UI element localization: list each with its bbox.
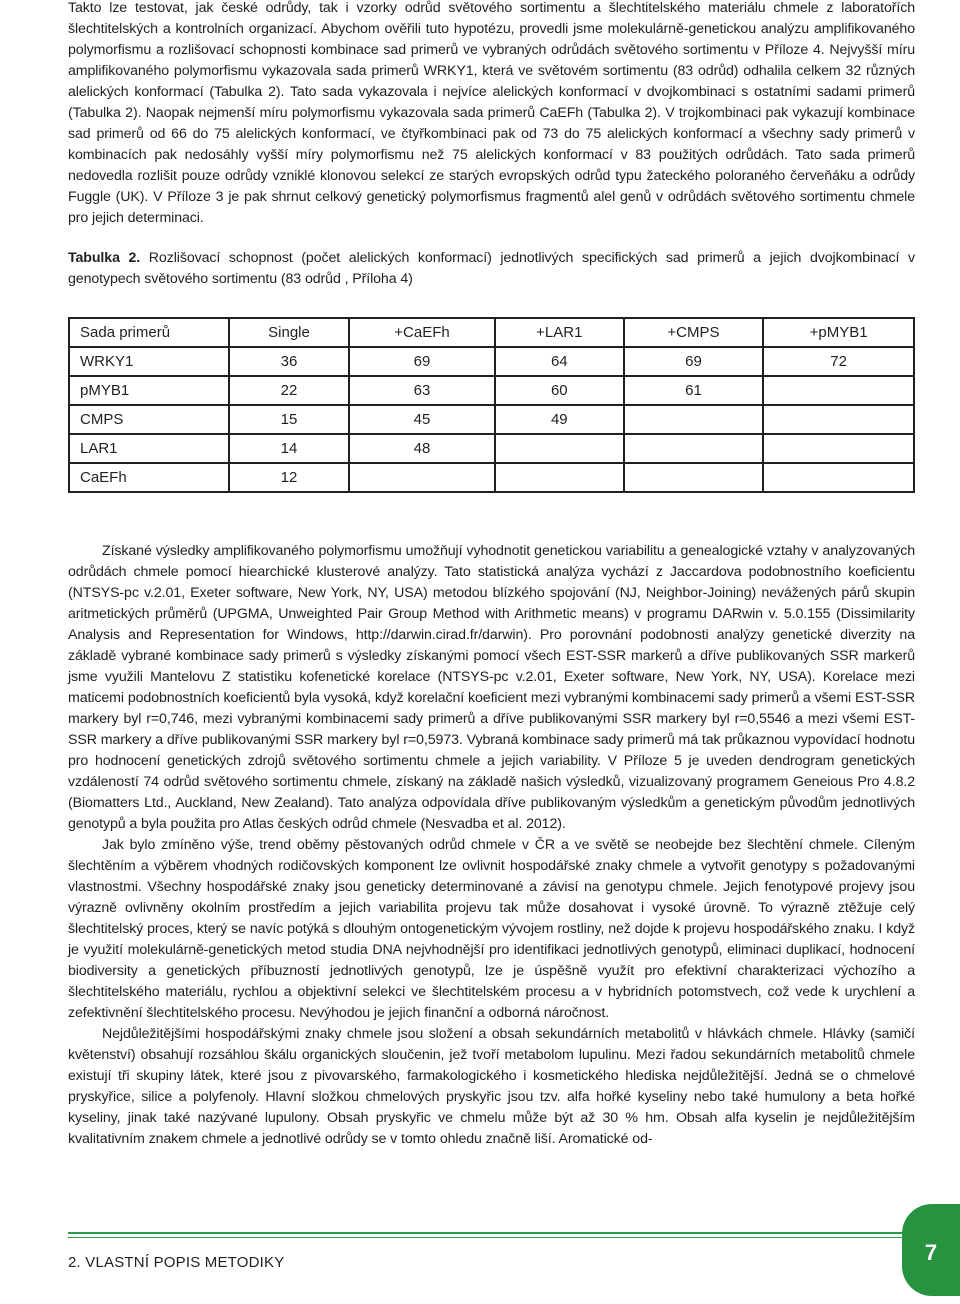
table-caption-label: Tabulka 2. [68,250,141,266]
table-cell [763,434,914,463]
table-header-cell: +CMPS [624,318,764,347]
table-row [69,405,914,434]
page-number: 7 [924,1240,938,1265]
table-cell [763,405,914,434]
body-paragraph: Jak bylo zmíněno výše, trend oběmy pěstovaných odrůd chmele v ČR a ve světě se neobejde bez šlechtění chmele. Cíleným šlechtěním a výběrem vhodných rodičovských komponent lze ovlivnit hospodářské znaky chmele a vytvořit genotypy s požadovanými vlastnostmi. Všechny hospodářské znaky jsou geneticky determinované a závisí na genotypu chmele. Jejich fenotypové projevy jsou výrazně ovlivněny okolním prostředím a jejich variabilita projevu tak může dosahovat i vysoké úrovně. To výrazně ztěžuje celý šlechtitelský proces, který se navíc potýká s dlouhým ontogenetickým vývojem rostliny, než dojde k projevu hospodářského znaku. I když je využití molekulárně-genetických metod studia DNA nejvhodnější pro identifikaci jednotlivých genotypů, eliminaci duplikací, hodnocení biodiversity a genetických příbuzností jednotlivých genotypů, lze je úspěšně využít pro efektivní charakterizaci výchozího a šlechtitelského materiálu, rychlou a objektivní selekci ve šlechtitelském procesu a v hybridních potomstvech, což vede k urychlení a zefektivnění šlechtitelského procesu. Nevýhodou je jejich finanční a odborná náročnost. [68,837,915,1021]
footer-divider [68,1232,923,1234]
table-row [69,463,914,492]
table-cell [495,434,624,463]
footer-divider-thin [68,1237,923,1238]
table-row [69,434,914,463]
table-cell: 15 [229,405,349,434]
table-cell: 60 [495,376,624,405]
body-paragraph: Získané výsledky amplifikovaného polymorfismu umožňují vyhodnotit genetickou variabilitu a genealogické vztahy v analyzovaných odrůdách chmele pomocí hiearchické klusterové analýzy. Tato statistická analýza vychází z Jaccardova podobnostního koeficientu (NTSYS-pc v.2.01, Exeter software, New York, NY, USA) metodou blízkého spojování (NJ, Neighbor-Joining) nevážených párů skupin aritmetických průměrů (UPGMA, Unweighted Pair Group Method with Arithmetic means) v programu DARwin v. 5.0.155 (Dissimilarity Analysis and Representation for Windows, http://darwin.cirad.fr/darwin). Pro porovnání podobnosti analýzy genetické diverzity na základě vybrané kombinace sady primerů s výsledky získanými pomocí všech EST-SSR markerů a dříve publikovaných SSR markerů jsme využili Mantelovu Z statistiku kofenetické korelace (NTSYS-pc v.2.01, Exeter software, New York, NY, USA). Korelace mezi maticemi podobnostních koeficientů byla vysoká, když korelační koeficient mezi vybranými kombinacemi sady primerů a všemi EST-SSR markery byl r=0,746, mezi vybranými kombinacemi sady primerů a dříve publikovanými SSR markery byl r=0,5546 a mezi všemi EST-SSR markery a dříve publikovanými SSR markery byl r=0,5973. Vybraná kombinace sady primerů má tak průkaznou vypovídací hodnotu pro hodnocení genetických zdrojů světového sortimentu chmele a jejich variability. V Příloze 5 je uveden dendrogram genetických vzdáleností 74 odrůd světového sortimentu chmele, získaný na základě našich výsledků, vizualizovaný programem Geneious Pro 4.8.2 (Biomatters Ltd., Auckland, New Zealand). Tato analýza odpovídala dříve publikovaným výsledkům a genetickým původům jednotlivých genotypů a byla použita pro Atlas českých odrůd chmele (Nesvadba et al. 2012). [68,543,915,832]
table-header-cell: +LAR1 [495,318,624,347]
table-row [69,347,914,376]
table-cell: 22 [229,376,349,405]
table-cell [763,376,914,405]
table-cell: pMYB1 [69,376,229,405]
table-cell: LAR1 [69,434,229,463]
table-row [69,376,914,405]
table-cell: WRKY1 [69,347,229,376]
table-cell [495,463,624,492]
table-cell [624,405,764,434]
table-caption [68,248,915,290]
table-caption-text: Rozlišovací schopnost (počet alelických konformací) jednotlivých specifických sad primerů a jejich dvojkombinací v genotypech světového sortimentu (83 odrůd , Příloha 4) [68,250,915,287]
table-cell: 36 [229,347,349,376]
table-header-cell: +CaEFh [349,318,495,347]
table-header-cell: Sada primerů [69,318,229,347]
table-cell [624,434,764,463]
table-cell: 48 [349,434,495,463]
table-cell: 72 [763,347,914,376]
table-cell: 49 [495,405,624,434]
table-header-cell: Single [229,318,349,347]
body-text [68,541,915,1150]
table-header-row [69,318,914,347]
table-cell: 63 [349,376,495,405]
primer-results-table [68,317,915,493]
table-cell: 69 [624,347,764,376]
table-cell: 64 [495,347,624,376]
footer-section-title: 2. VLASTNÍ POPIS METODIKY [68,1254,285,1271]
intro-paragraph: Takto lze testovat, jak české odrůdy, tak i vzorky odrůd světového sortimentu a šlechtitelského materiálu chmele z laboratořích šlechtitelských a kontrolních organizací. Abychom ověřili tuto hypotézu, provedli jsme molekulárně-genetickou analýzu amplifikovaného polymorfismu a rozlišovací schopnosti kombinace sad primerů ve vybraných odrůdách světového sortimentu v Příloze 4. Nejvyšší míru amplifikovaného polymorfismu vykazovala sada primerů WRKY1, která ve světovém sortimentu (83 odrůd) odhalila celkem 32 různých alelických konformací (Tabulka 2). Tato sada vykazovala i nejvíce alelických konformací v dvojkombinaci s ostatními sadami primerů (Tabulka 2). Naopak nejmenší míru polymorfismu vykazovala sada primerů CaEFh (Tabulka 2). V trojkombinaci pak vykazují kombinace sad primerů od 66 do 75 alelických konformací, ve čtyřkombinaci pak od 73 do 75 alelických konformací a všechny sady primerů v kombinacích pak nedosáhly vyšší míry polymorfismu než 75 alelických konformací v 83 použitých odrůdách. Tato sada primerů nedovedla rozlišit pouze odrůdy vzniklé klonovou selekcí ze starých evropských odrůd typu žateckého poloraného červeňáku a odrůdy Fuggle (UK). V Příloze 3 je pak shrnut celkový genetický polymorfismus fragmentů alel genů v odrůdách světového sortimentu chmele pro jejich determinaci. [68,0,915,226]
table-cell: 61 [624,376,764,405]
table-cell: 69 [349,347,495,376]
table-cell [624,463,764,492]
table-cell [763,463,914,492]
table-header-cell: +pMYB1 [763,318,914,347]
table-cell [349,463,495,492]
table-cell: CaEFh [69,463,229,492]
table-cell: 14 [229,434,349,463]
table-cell: 12 [229,463,349,492]
table-cell: CMPS [69,405,229,434]
table-cell: 45 [349,405,495,434]
body-paragraph: Nejdůležitějšími hospodářskými znaky chmele jsou složení a obsah sekundárních metabolitů v hlávkách chmele. Hlávky (samičí květenství) obsahují rozsáhlou škálu organických sloučenin, jež tvoří metabolom lupulinu. Mezi řadou sekundárních metabolitů chmele existují tři skupiny látek, které jsou z pivovarského, farmakologického i kosmetického hlediska nejdůležitější. Jedná se o chmelové pryskyřice, silice a polyfenoly. Hlavní složkou chmelových pryskyřic jsou tzv. alfa hořké kyseliny nebo také humulony a beta hořké kyseliny, jinak také nazývané lupulony. Obsah pryskyřic ve chmelu může být až 30 % hm. Obsah alfa kyselin je nejdůležitějším kvalitativním znakem chmele a jednotlivé odrůdy se v tomto ohledu značně liší. Aromatické od- [68,1026,915,1147]
